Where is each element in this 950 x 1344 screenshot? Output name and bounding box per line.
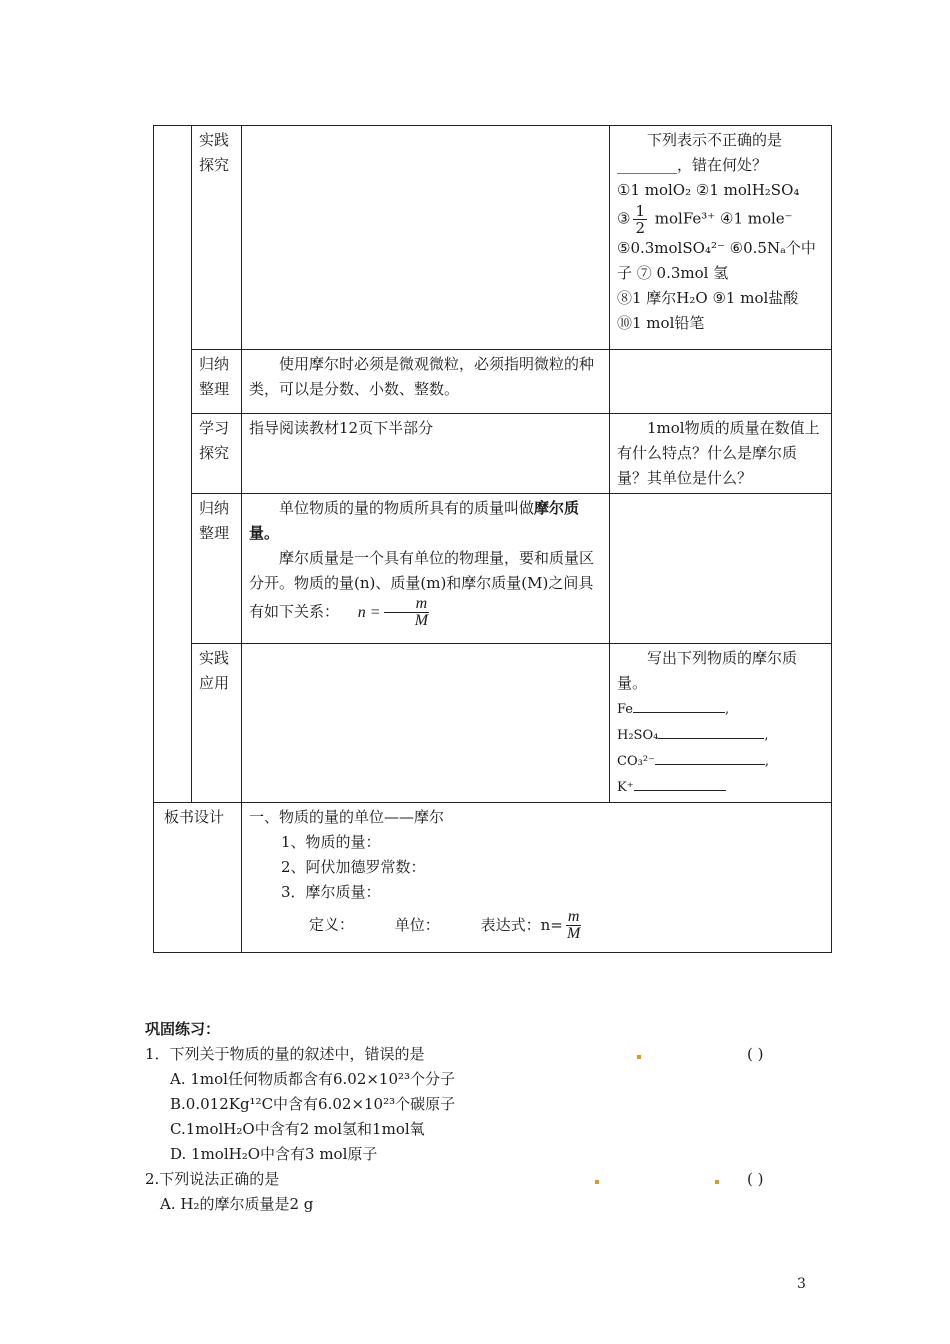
- answer-paren[interactable]: ( ): [747, 1170, 764, 1188]
- fraction: $\frac{1}{2}$: [635, 202, 645, 237]
- reading-instruction: 指导阅读教材12页下半部分: [242, 414, 610, 494]
- exercise-item-fraction-line: ③ $\frac{1}{2}$ molFe³⁺ ④1 mole⁻: [617, 202, 793, 237]
- option: C.1molH₂O中含有2 mol氢和1mol氧: [170, 1120, 425, 1138]
- relation-text: 摩尔质量是一个具有单位的物理量，要和质量区分开。物质的量(n)、质量(m)和摩尔质量(M)之间具有如下关系：: [249, 549, 595, 621]
- summary-text: 使用摩尔时必须是微观微粒，必须指明微粒的种类，可以是分数、小数、整数。: [242, 350, 610, 414]
- question-text: 1mol物质的质量在数值上有什么特点？什么是摩尔质量？其单位是什么？: [610, 414, 832, 494]
- answer-blank[interactable]: [658, 722, 764, 739]
- question-stem: 1．下列关于物质的量的叙述中，错误的是: [145, 1045, 425, 1063]
- exercise-cell: [610, 126, 832, 350]
- definition-cell: [242, 494, 610, 644]
- section-title: 巩固练习：: [145, 1020, 221, 1038]
- formula-label: H₂SO₄: [617, 728, 659, 743]
- answer-blank[interactable]: [655, 748, 765, 765]
- table-row: [154, 126, 832, 350]
- stage-label: 归纳整理: [192, 350, 242, 414]
- empty-cell: [610, 494, 832, 644]
- formula-label: K⁺: [617, 780, 634, 795]
- table-row: [154, 350, 832, 414]
- answer-paren[interactable]: ( ): [747, 1045, 764, 1063]
- table-row: [154, 414, 832, 494]
- exercise-item: ⑧1 摩尔H₂O ⑨1 mol盐酸 ⑩1 mol铅笔: [617, 289, 799, 332]
- exercise-item: ⑤0.3molSO₄²⁻ ⑥0.5Nₐ个中 子 ⑦ 0.3mol 氢: [617, 239, 816, 282]
- question-stem: 2.下列说法正确的是: [145, 1170, 280, 1188]
- exercise-prompt: 写出下列物质的摩尔质量。: [617, 649, 798, 692]
- table-row: [154, 644, 832, 803]
- option: A. H₂的摩尔质量是2 g: [160, 1195, 314, 1213]
- question-2: [145, 1167, 825, 1192]
- exercise-item: ①1 molO₂ ②1 molH₂SO₄: [617, 181, 800, 199]
- stage-label: 学习探究: [192, 414, 242, 494]
- formula-label: CO₃²⁻: [617, 754, 655, 769]
- lesson-plan-table: [153, 125, 832, 953]
- question-1: [145, 1042, 825, 1067]
- stage-label: 板书设计: [154, 803, 242, 953]
- definition-term: 摩尔质量。: [249, 499, 580, 542]
- stage-label: 实践探究: [192, 126, 242, 350]
- formula-lhs: n =: [357, 603, 381, 621]
- board-line: 2、阿伏加德罗常数：: [281, 858, 426, 876]
- table-row: [154, 494, 832, 644]
- definition-text: 单位物质的量的物质所具有的质量叫做: [279, 499, 535, 517]
- marker-dot: [715, 1180, 719, 1184]
- formula-label: Fe: [617, 702, 634, 717]
- option: D. 1molH₂O中含有3 mol原子: [170, 1145, 378, 1163]
- answer-blank[interactable]: [633, 696, 725, 713]
- formula-fraction: $\frac{m}{M}$: [566, 908, 581, 942]
- exercise-section: [145, 1017, 825, 1217]
- option: A. 1mol任何物质都含有6.02×10²³个分子: [170, 1070, 456, 1088]
- board-line: 1、物质的量：: [281, 833, 381, 851]
- option: B.0.012Kg¹²C中含有6.02×10²³个碳原子: [170, 1095, 456, 1113]
- answer-blank[interactable]: [634, 774, 726, 791]
- activity-cell: [242, 126, 610, 350]
- board-design-cell: [242, 803, 832, 953]
- marker-dot: [595, 1180, 599, 1184]
- board-line: 3．摩尔质量：: [281, 883, 381, 901]
- board-formula-line: [249, 909, 824, 942]
- stage-label: 归纳整理: [192, 494, 242, 644]
- table-row: [154, 803, 832, 953]
- activity-cell: [242, 644, 610, 803]
- left-gutter-cell: [154, 126, 192, 803]
- unit-label: 单位：: [394, 915, 440, 934]
- marker-dot: [637, 1055, 641, 1059]
- page-number: 3: [797, 1276, 806, 1292]
- exercise-cell: 写出下列物质的摩尔质量。 Fe , H₂SO₄ , CO₃²⁻ , K⁺: [610, 644, 832, 803]
- stage-label: 实践应用: [192, 644, 242, 803]
- empty-cell: [610, 350, 832, 414]
- expression-label: 表达式：n=: [480, 915, 563, 934]
- definition-label: 定义：: [309, 915, 355, 934]
- board-line: 一、物质的量的单位——摩尔: [249, 808, 445, 826]
- exercise-prompt: 下列表示不正确的是________，错在何处？: [617, 131, 783, 174]
- formula-fraction: $\frac{m}{M}$: [384, 596, 430, 629]
